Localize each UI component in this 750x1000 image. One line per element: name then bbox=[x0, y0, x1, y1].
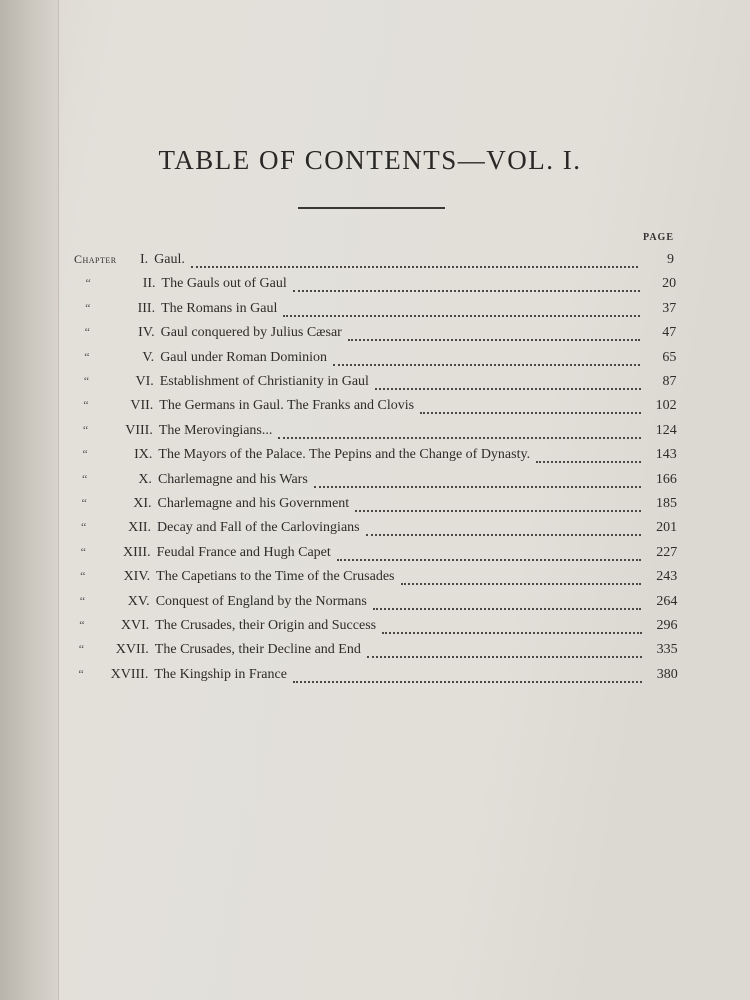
title-rule bbox=[298, 207, 445, 209]
dot-leader bbox=[191, 252, 638, 268]
page-column-label: PAGE bbox=[642, 232, 674, 243]
toc-entry bbox=[85, 301, 676, 321]
ditto-mark: “ bbox=[84, 349, 90, 364]
chapter-numeral: XVII. bbox=[115, 642, 149, 658]
chapter-title: Charlemagne and his Government bbox=[157, 496, 350, 511]
chapter-numeral: V. bbox=[142, 349, 155, 365]
dot-leader bbox=[355, 496, 641, 512]
chapter-numeral: XIII. bbox=[122, 544, 151, 560]
toc-entry bbox=[82, 496, 678, 516]
chapter-numeral: IV. bbox=[138, 325, 155, 341]
page-number: 264 bbox=[656, 593, 678, 609]
page-number: 9 bbox=[667, 252, 674, 267]
toc-entry bbox=[80, 569, 677, 589]
dot-leader bbox=[293, 667, 642, 683]
chapter-title: The Crusades, their Origin and Success bbox=[155, 618, 377, 633]
page-number: 296 bbox=[656, 618, 678, 633]
dot-leader bbox=[278, 423, 640, 439]
toc-entry bbox=[83, 423, 677, 443]
page-number: 102 bbox=[655, 398, 677, 414]
toc-entry bbox=[84, 350, 676, 370]
chapter-numeral: XVIII. bbox=[110, 666, 149, 682]
dot-leader bbox=[293, 276, 640, 292]
ditto-mark: “ bbox=[80, 569, 86, 584]
chapter-title: Gaul conquered by Julius Cæsar bbox=[160, 325, 342, 341]
ditto-mark: “ bbox=[83, 374, 90, 388]
toc-entry bbox=[74, 252, 674, 272]
toc-entry bbox=[81, 545, 678, 565]
dot-leader bbox=[314, 472, 641, 488]
dot-leader bbox=[373, 594, 642, 610]
ditto-mark: “ bbox=[82, 422, 89, 437]
page-number: 20 bbox=[662, 276, 677, 292]
page-title: TABLE OF CONTENTS—VOL. I. bbox=[158, 145, 582, 175]
chapter-numeral: IX. bbox=[134, 447, 153, 463]
ditto-mark: “ bbox=[85, 300, 91, 315]
dot-leader bbox=[420, 398, 640, 414]
book-gutter bbox=[0, 0, 59, 1000]
dot-leader bbox=[375, 374, 641, 390]
ditto-mark: “ bbox=[81, 471, 88, 486]
chapter-numeral: XVI. bbox=[120, 618, 150, 633]
chapter-title: Conquest of England by the Normans bbox=[155, 593, 367, 609]
ditto-mark: “ bbox=[81, 496, 87, 510]
toc-entry bbox=[83, 398, 676, 418]
dot-leader bbox=[367, 642, 642, 658]
toc-entry bbox=[82, 472, 677, 492]
chapter-title: Establishment of Christianity in Gaul bbox=[159, 374, 369, 389]
chapter-numeral: XIV. bbox=[123, 569, 151, 585]
ditto-mark: “ bbox=[81, 520, 87, 535]
ditto-mark: “ bbox=[79, 618, 85, 632]
chapter-numeral: II. bbox=[142, 276, 156, 292]
page-number: 47 bbox=[662, 325, 677, 341]
dot-leader bbox=[348, 325, 640, 341]
chapter-title: The Gauls out of Gaul bbox=[161, 276, 287, 292]
chapter-title: The Crusades, their Decline and End bbox=[154, 642, 361, 658]
ditto-mark: “ bbox=[79, 593, 86, 608]
page-number: 37 bbox=[662, 300, 677, 316]
chapter-numeral: VI. bbox=[135, 374, 154, 389]
toc-entry bbox=[85, 325, 677, 345]
page-number: 335 bbox=[656, 642, 678, 658]
chapter-word: Chapter bbox=[74, 252, 117, 266]
dot-leader bbox=[401, 569, 642, 585]
dot-leader bbox=[536, 447, 641, 463]
chapter-numeral: XI. bbox=[133, 496, 152, 511]
ditto-mark: “ bbox=[84, 325, 90, 340]
toc-entry bbox=[82, 447, 676, 467]
chapter-title: Gaul under Roman Dominion bbox=[160, 349, 327, 365]
dot-leader bbox=[366, 520, 641, 536]
ditto-mark: “ bbox=[80, 544, 86, 559]
chapter-numeral: VIII. bbox=[125, 422, 153, 438]
ditto-mark: “ bbox=[78, 666, 84, 681]
dot-leader bbox=[333, 350, 640, 366]
page-number: 65 bbox=[662, 349, 677, 365]
toc-entry bbox=[86, 276, 677, 296]
toc-entry bbox=[79, 642, 678, 662]
chapter-title: The Romans in Gaul bbox=[161, 300, 278, 316]
page-number: 380 bbox=[656, 666, 678, 682]
chapter-numeral: XII. bbox=[128, 520, 152, 536]
chapter-numeral: III. bbox=[137, 300, 156, 316]
page-number: 201 bbox=[656, 520, 678, 536]
dot-leader bbox=[337, 545, 641, 561]
dot-leader bbox=[382, 618, 641, 634]
ditto-mark: “ bbox=[83, 398, 89, 413]
page-number: 166 bbox=[655, 471, 677, 487]
dot-leader bbox=[283, 301, 640, 317]
ditto-mark: “ bbox=[78, 642, 85, 657]
toc-entry bbox=[81, 520, 677, 540]
chapter-title: Decay and Fall of the Carlovingians bbox=[157, 520, 360, 536]
chapter-numeral: VII. bbox=[130, 398, 154, 414]
chapter-numeral: XV. bbox=[127, 593, 150, 609]
page-number: 143 bbox=[655, 447, 677, 463]
chapter-title: The Kingship in France bbox=[154, 666, 287, 682]
page-number: 185 bbox=[656, 496, 677, 511]
chapter-title: Gaul. bbox=[154, 252, 185, 267]
toc-entry bbox=[84, 374, 677, 394]
chapter-title: The Germans in Gaul. The Franks and Clovis bbox=[159, 398, 415, 414]
chapter-title: Charlemagne and his Wars bbox=[157, 471, 308, 487]
ditto-mark: “ bbox=[82, 447, 88, 462]
page-number: 243 bbox=[656, 569, 678, 585]
chapter-numeral: I. bbox=[140, 252, 149, 267]
page-number: 87 bbox=[662, 374, 677, 389]
toc-entry bbox=[78, 667, 677, 687]
toc-entry bbox=[80, 594, 678, 614]
ditto-mark: “ bbox=[85, 276, 91, 291]
chapter-title: The Merovingians... bbox=[158, 422, 273, 438]
page-number: 124 bbox=[655, 422, 677, 438]
chapter-numeral: X. bbox=[138, 471, 152, 487]
toc-entry bbox=[79, 618, 677, 638]
page-number: 227 bbox=[656, 544, 678, 560]
chapter-title: The Capetians to the Time of the Crusades bbox=[156, 569, 395, 585]
chapter-title: Feudal France and Hugh Capet bbox=[156, 544, 331, 560]
chapter-title: The Mayors of the Palace. The Pepins and the Change of Dynasty. bbox=[158, 447, 531, 463]
